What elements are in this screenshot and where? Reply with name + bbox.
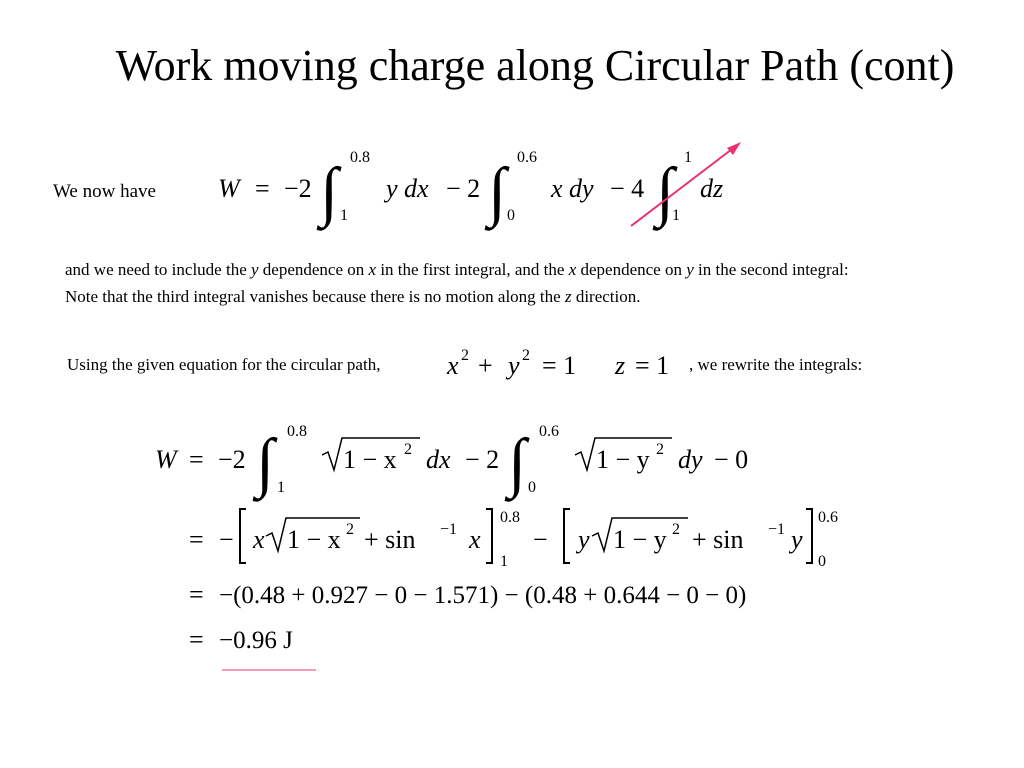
para2-text-1: Note that the third integral vanishes because there is no motion along the: [65, 287, 565, 306]
path-y: y: [508, 351, 520, 380]
row1-lower-2: 0: [528, 479, 536, 496]
row3-expression: −(0.48 + 0.927 − 0 − 1.571) − (0.48 + 0.644 − 0 − 0): [219, 582, 747, 609]
eq1-coef1: −2: [284, 174, 312, 203]
row2-upper-1: 0.8: [500, 509, 520, 526]
row2-inv-1: −1: [440, 521, 458, 538]
row1-equals: =: [189, 445, 204, 474]
row2-minus-2: −: [533, 525, 548, 554]
eq1-coef2: − 2: [446, 174, 481, 203]
row1-coef2: − 2: [465, 445, 500, 474]
row1-lower-1: 1: [277, 479, 285, 496]
eq1-body-2: x dy: [551, 174, 594, 203]
eq1-upper-2: 0.6: [517, 149, 537, 166]
para1-text-4: dependence on: [576, 260, 687, 279]
row2-x: x: [253, 525, 265, 554]
row1-rad-1-exp: 2: [404, 441, 412, 458]
row2-inv-2: −1: [768, 521, 786, 538]
row1-dx: dx: [426, 445, 451, 474]
row2-rad-2-exp: 2: [672, 521, 680, 538]
eq1-body-1: y dx: [386, 174, 429, 203]
para2-text-2: direction.: [571, 287, 641, 306]
row1-integral-2: ∫: [508, 426, 527, 499]
row2-rad-2: 1 − y: [613, 525, 667, 554]
row2-lower-1: 1: [500, 553, 508, 570]
row2-bracket-right-2: [806, 509, 812, 563]
row2-bracket-left-2: [564, 509, 570, 563]
eq1-coef3: − 4: [610, 174, 645, 203]
row2-sin-2: + sin: [692, 525, 744, 554]
row2-upper-2: 0.6: [818, 509, 838, 526]
path-x: x: [447, 351, 459, 380]
using-equation-text: Using the given equation for the circular path,: [67, 355, 381, 374]
row1-rad-1: 1 − x: [343, 445, 397, 474]
row2-x-after: x: [469, 525, 481, 554]
row1-upper-1: 0.8: [287, 423, 307, 440]
row1-coef1: −2: [218, 445, 246, 474]
path-z: z: [615, 351, 626, 380]
eq1-lower-3: 1: [672, 207, 680, 224]
row2-rad-1: 1 − x: [287, 525, 341, 554]
eq1-upper-1: 0.8: [350, 149, 370, 166]
para1-text-1: and we need to include the: [65, 260, 251, 279]
para1-var-4: y: [686, 260, 694, 279]
eq1-body-3: dz: [700, 174, 724, 203]
para1-text-2: dependence on: [258, 260, 369, 279]
row2-y: y: [578, 525, 590, 554]
para1-var-2: x: [368, 260, 377, 279]
para2-var-1: z: [564, 287, 572, 306]
path-plus: +: [478, 351, 493, 380]
rewrite-text: , we rewrite the integrals:: [689, 355, 863, 374]
row2-minus-1: −: [219, 525, 234, 554]
row1-upper-2: 0.6: [539, 423, 559, 440]
row2-bracket-left-1: [240, 509, 246, 563]
slide-title: Work moving charge along Circular Path (cont): [115, 41, 955, 90]
row1-dy: dy: [678, 445, 703, 474]
row2-lower-2: 0: [818, 553, 826, 570]
integral-sign-2: ∫: [488, 155, 507, 228]
row4-result: −0.96 J: [219, 627, 293, 654]
row2-y-after: y: [791, 525, 803, 554]
para1-text-3: in the first integral, and the: [376, 260, 569, 279]
row1-integral-1: ∫: [256, 426, 275, 499]
row1-w: W: [155, 445, 177, 474]
eq1-upper-3: 1: [684, 149, 692, 166]
eq1-lower-1: 1: [340, 207, 348, 224]
eq1-w: W: [218, 174, 240, 203]
row2-equals: =: [189, 525, 204, 554]
row2-bracket-right-1: [486, 509, 492, 563]
we-now-have-label: We now have: [53, 181, 156, 202]
eq1-equals: =: [255, 174, 270, 203]
para1-var-3: x: [568, 260, 577, 279]
row2-sin-1: + sin: [364, 525, 416, 554]
row3-equals: =: [189, 580, 204, 609]
row1-tail: − 0: [714, 445, 749, 474]
row2-rad-1-exp: 2: [346, 521, 354, 538]
para1-text-5: in the second integral:: [693, 260, 849, 279]
row1-rad-2-exp: 2: [656, 441, 664, 458]
row1-rad-2: 1 − y: [596, 445, 650, 474]
path-y-exp: 2: [522, 347, 530, 364]
integral-sign-3: ∫: [656, 155, 675, 228]
row4-equals: =: [189, 625, 204, 654]
integral-sign-1: ∫: [320, 155, 339, 228]
path-x-exp: 2: [461, 347, 469, 364]
eq1-lower-2: 0: [507, 207, 515, 224]
path-z-eq: = 1: [635, 351, 670, 380]
path-eq-one: = 1: [542, 351, 577, 380]
para1-var-1: y: [251, 260, 259, 279]
